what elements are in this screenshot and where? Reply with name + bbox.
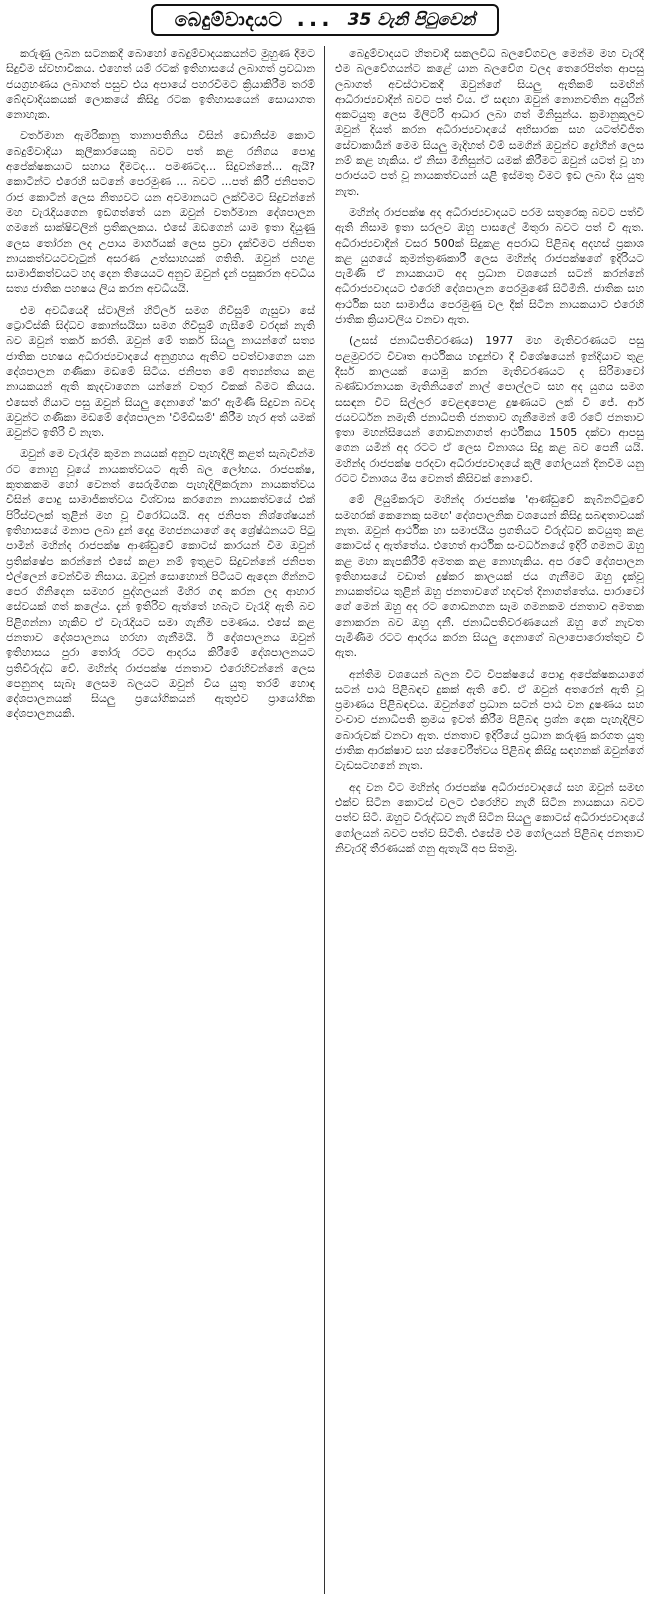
continued-from-label: 35 වැනි පිටුවෙන් (347, 10, 476, 30)
title-ellipsis: ... (296, 7, 334, 32)
continuation-banner (151, 4, 499, 36)
left-column (6, 46, 315, 1594)
left-paragraph: වර්තමාන ඇමරිකානු තානාපතිනිය විසින් ඩොනිස්ම කොට බෙදුම්වාදියා කුලීකාරයෙකු බවට පත් කළ රනිගය පොදු අපේක්ෂකයාට සහාය දීමටද... පමණටද... සිදුවන්නේ... ඇයි? කොටින්ට එරෙහි සටනේ පෙරමුණ ... බවට ...පත් කිරී ජනිපතට රාජ කොටින් ලෙස නිත්‍යවට යන අවමානයට ලක්විමට සිදුවන්නේ මහ වැරැදියගෙන ඉඩගත්තේ යන ඔවුන් වර්තමාන දේශපාලන ගමනේ සාක්ෂිවලින් ප්‍රතිකලකය. එසේ ඔඩගෙන් යාම ඉතා දියුණු ලෙස තෝරන ලද උපාය මාර්ගයක් ලෙස ප්‍රවා දැක්වීමට ජනිපත නායකත්වයටවැටුන් අසරණ උත්සාහයක් ගතිති. ඔවුන් පහළ සාමාජිකත්වයට හද දෙන තියෙයට අනුව ඔවුන් දැන් පසුකරන අවධිය සත්‍ය ජාතික පහෂය ලිය කරන අවධියයි. (6, 129, 315, 296)
right-paragraph: මහින්ද රාජපක්ෂ අද අධිරාජ්‍යවාදයට පරම සතුරෙකු බවට පත්වී ඇති නිසාම ඉතා සරලව ඔහු පාසලේ මිතුරා බවට පත් වී ඇත. අධිරාජ්‍යවාදීන් වසර 500ක් සිදුකළ අපරාධ පිළිබඳ අදහස් ප්‍රකාශ කළ යුගයේ කුමන්ත්‍රණකාරී ලෙස මහින්ද රාජපක්ෂගේ ඉදිරියට පැමිණි ඒ නායකයාට අද ප්‍රධාන වශයෙන් සටන් කරන්නේ අධිරාජ්‍යවාදයට එරෙහි දේශපාලන පෙරමුණේ සිටිමිනි. ජාතික සහ ආර්ථික සහ සාමාජීය පෙරමුණු වල දීක් සිටින නායකයාට එරෙහි ජාතික ක්‍රියාවලිය වනවා ඇත. (335, 205, 644, 327)
right-paragraph: අන්තිම වශයෙන් බලන විට විපක්ෂයේ පොදු අපේක්ෂකයාගේ සටන් පාඨ පිළිබඳව දුකක් ඇති වේ. ඒ ඔවුන් අතරෙන් ඇති වූ ප්‍රමාණය පිළිබඳවය. ඔවුන්ගේ ප්‍රධාන සටන් පාඨ වන දූෂණය සහ වංචාව ජනාධිපති ක්‍රමය ඉවත් කිරීම පිළිබඳ ප්‍රශ්න දෙක පැහැදිලිව බොරුවක් වනවා ඇත. ජනතාව ඉදිරියේ ප්‍රධාන කරුණු කරගත යුතු ජාතික ආරක්ෂාව සහ ස්වෛරීත්වය පිළිබඳ කිසිදු සඳහනක් ඔවුන්ගේ වැඩසටහනේ නැත. (335, 667, 644, 773)
article-columns (6, 46, 644, 1594)
column-divider (324, 46, 325, 1594)
right-paragraph: (උසස් ජනාධිපතිවරණය) 1977 මහ මැතිවරණයට පසු පළමුවරට විවෘත ආර්ථිකය හඳුන්වා දී විශේෂයෙන් ඉන්දියාව තුළ දීර්ඝ කාලයක් යොමු කරන මැතිවරණයට ද සිරිමාවෝ බණ්ඩාරනායක මැතිනියගේ නාල් පොල්ලට සහ අද යුගය සමග සසඳන විට සිල්ලර වෙළඳපොළ දුෂණයට ලක් වී ජේ. ආර් ජයවර්ධන නමැති ජනාධිපති ජනතාව ගැනීමෙන් මේ රටේ ජනතාව ඉතා මහන්සියෙන් ගොඩනගාගත් ආර්ථිකය 1505 දක්වා ආපසු ගෙන යමින් අද රටට ඒ ලෙස විනාශය සිදු කළ බව පෙනී යයි. මහින්ද රාජපක්ෂ පරදවා අධිරාජ්‍යවාදයේ කුලී ගෝලයන් දිනවීම යනු රටට විනාශය මිස වෙනත් කිසිවක් නොවේ. (335, 334, 644, 486)
article-header (0, 0, 650, 40)
left-paragraph: කරුණු ලබන සටනකදී බොහෝ බෙදුම්වාදයකයන්ට මුහුණ දීමට සිදුවීම ස්වභාවිකය. එහෙත් යම් රටක් ඉතිහාසයේ ලබාගත් ප්‍රවධාන ජයග්‍රහණය ලබාගත් පසුව එය අපායේ පහරවීමට ක්‍රියාකිරීම තරම් බේදවාදියකයක් ලොකයේ කිසිදු රටක ඉතිහාසයෙන් සොයාගත නොහැක. (6, 47, 315, 122)
left-paragraph: ඔවුන් මෙ වැරැද්ම කුමන නයයක් අනුව පැහැදිලි කළත් සැබැවින්ම රට නොහු වූයේ නායකත්වයට ඇති බල ලෝභය. රාජපක්ෂ, කුතකකම හෝ වෙනත් සෙරුමිගක පැහැදිලිකරුනා නායකත්වය විසින් පොදු සාමාජිකත්වය විශ්වාස කරගෙන නායකත්වයේ එක් පිරිස්වලක් තුළින් මහ වූ විරෝධයයි. අද ජනිපත නිශ්ශේෂයන් ඉතිහාසයේ මනාප ලබා දුන් දෙදු මහජනයාගේ දෙ ශ්‍රේෂ්ඨනයට පිටු පාමින් මහින්ද රාජපක්ෂ ආණ්ඩුවේ කොටස් කාරයන් විම ඔවුන් ප්‍රතික්ෂේප කරන්නේ එසේ කළා නම් ඉතුළට සිදුවන්නේ ජනිපත එල්ලෙන් වෙන්වීම නිසාය. ඔවුන් සොහොන් පිටියට ඇදෙන ගින්නට පෙර ගිනිදෙන සමහර පුද්ගලයන් මිහිර ගඳ කරන ලද ආහාර සේවයක් ගත් කලේය. දැන් ඉතිරිව ඇත්තේ හබැට වැරැදි ඇති බව පිළිගන්නා හැකිව ඒ වැරැදියට සමා ගැනීම පමණය. එසේ කළ ජනතාව දේශපාලනය හරහා ගැනීමයි. ඊ දේශපාලනය ඔවුන් ඉතිහාසය පුරා තෝරු රටට ආදරය කිරීමේ දේශපාලනයට ප්‍රතිවිරුද්ධ වේ. මහින්ද රාජපක්ෂ ජනතාව එරෙහිවන්නේ ලෙස පෙනුනද සැබෑ ලෙසම බලයට ඔවුන් විය යුතු තරම් හොඳ දේශපාලනයක් සියලු ප්‍රයෝගිකයන් ඇතුළුව ප්‍රායෝගික දේශපාලනයකි. (6, 447, 315, 721)
right-column (335, 46, 644, 1594)
right-paragraph: මේ ලියුම්කරුට මහින්ද රාජපක්ෂ 'ආණ්ඩුවේ කැබිනට්ටුවේ සමහරක් කෙනෙකු සමඟ' දේශපාලනික වශයෙන් කිසිදු සබඳතාවයක් නැත. ඔවුන් ආර්ථික හා සමාජයීය ප්‍රගතියට විරුද්ධව කටයුතු කළ කොටස් ද ඇත්තේය. එහෙත් ආර්ථික සංවර්ධනයේ ඉදිරි ගමනට ඔහු කළ මහා කැපකිරීම් අමතක කළ නොහැකිය. අප රටේ දේශපාලන ඉතිහාසයේ වඩාත් දුෂ්කර කාලයක් ජය ගැනීමට ඔහු දැක්වූ නායකත්වය තුළින් ඔහු ජනතාවගේ හදවත් දිනාගත්තේය. පාරාවෝ ගේ මෙන් ඔහු අද රට ගොඩනගන සෑම ගමනකම ජනතාව අමතක නොකරන බව ඔහු දනී. ජනාධිපතිවරණයෙන් ඔහු ගේ නැවත පැමිණීම රටට ආදරය කරන සියලු දෙනාගේ බලාපොරොත්තුව වී ඇත. (335, 493, 644, 660)
left-paragraph: එම අවධියෙදී ස්ටාලින් හිට්ලර් සමග ගිවිසුම් ගැසුවා සේ ට්‍රොට්ස්කි සිද්ධව කොන්සයිසා සමග ගිවිසුම් ගැසීමේ වරදක් නැති බව ඔවුන් තර්ක කරති. ඔවුන් මේ තර්ක සියලු නායන්ගේ සත්‍ය ජාතික පහෂය අධිරාජ්‍යවාදයේ අනුග්‍රහය ඇතිව පවත්වාගෙන යන දේශපාලන ගණිකා මඩමේ සිටිය. ජනිපත මේ අත්‍යන්තය කළ නායකයන් ඇති කැදවාගෙන යන්නේ වතුර විකක් බිමට කියය. එසෙත් ගියාට පසු ඔවුන් සියලු දෙනාගේ 'කර' ඇමිණී සිදුවන බවද ඔවුන්ට ගණිකා මඩමේ දේශපාලන 'විම්ඩිසම්' කිරීම හැර අත් යමක් ඔවුන්ට ඉතිරි වී නැත. (6, 303, 315, 440)
right-paragraph: අද වන විට මහින්ද රාජපක්ෂ අධිරාජ්‍යවාදයේ සහ ඔවුන් සමඟ එක්ව සිටින කොටස් වලට එරෙහිව නැගී සිටින නායකයා බවට පත්ව සිටී. ඔහුට විරුද්ධව නැගී සිටින සියලු කොටස් අධිරාජ්‍යවාදයේ ගෝලයන් බවට පත්ව සිටිති. එසේම එම ගෝලයන් පිළිබඳ ජනතාව නිවැරදි තීරණයක් ගනු ඇතැයි අප සිතමු. (335, 780, 644, 855)
article-title: බෙදුම්වාදයට (174, 9, 283, 31)
right-paragraph: බෙදුම්වාදයට හිතවාදී සකලවිධ බලවේගවල මෙන්ම මහ වැරදී එම බලවේගයන්ට කළේ යාන බලවේග වලද තෙරෙපිත්ත ආපසු ලබාගත් අවස්ථාවකදී ඔවුන්ගේ සියලු ඇතිකම් සමඟින් ආධිරාජ්‍යවාදීන් බවට පත් විය. ඒ සඳහා ඔවුන් නොනවතින අයුරින් අකටයුතු ලෙස මිලිටරි ආධාර ලබා ගත් මිනිසුන්ය. ක්‍රමානුකූලව ඔවුන් දියත් කරන අධිරාජ්‍යවාදයේ අභිසාරක සහ යටත්විජිත සේවාකාර්‍යන් මෙම සියලු මැදිහත් වීම් සමගින් ඔවුන්ව ද්‍රෝහීන් ලෙස නම් කළ හැකිය. ඒ නිසා මිනිසුන්ට යමක් කිරීමට ඔවුන් යටත් වූ හා පරාජයට පත් වූ නායකත්වයන් යළි ඉස්මතු වීමට ඉඩ ලබා දිය යුතු නැත. (335, 47, 644, 198)
